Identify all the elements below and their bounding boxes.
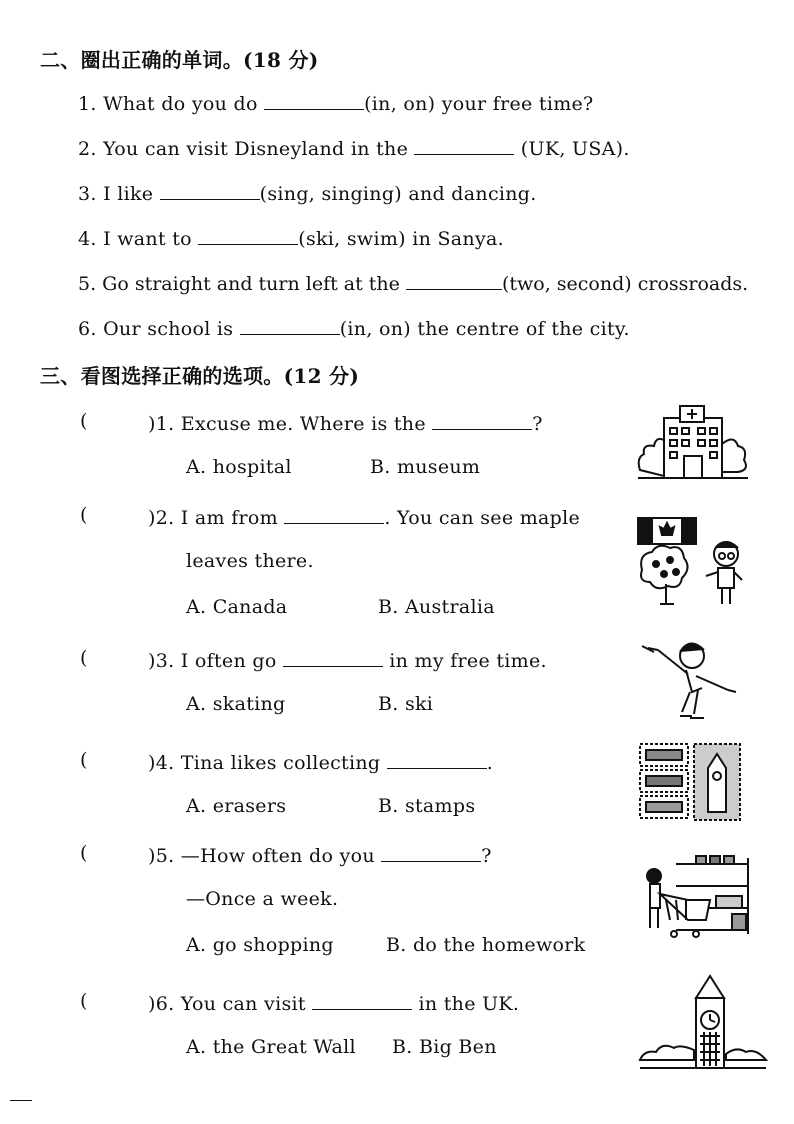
question-5	[148, 842, 492, 867]
option-b[interactable]: B. Australia	[378, 596, 495, 618]
fill-item-6	[78, 315, 630, 340]
question-text: . You can see maple	[384, 507, 581, 529]
option-a[interactable]: A. go shopping	[186, 934, 334, 956]
question-text: )6. You can visit	[148, 993, 313, 1015]
option-b[interactable]: B. museum	[370, 456, 481, 478]
option-a[interactable]: A. hospital	[186, 456, 292, 478]
question-text: in the UK.	[412, 993, 520, 1015]
canada-flag-maple-tree-icon	[636, 514, 756, 606]
question-5-continued: —Once a week.	[186, 888, 339, 910]
hospital-icon	[634, 404, 752, 482]
option-b[interactable]: B. do the homework	[386, 934, 586, 956]
big-ben-icon	[638, 974, 768, 1074]
fill-item-1	[78, 90, 594, 115]
answer-blank[interactable]	[406, 270, 502, 290]
answer-blank[interactable]	[198, 225, 298, 245]
item-text: 5. Go straight and turn left at the	[78, 273, 406, 295]
option-a[interactable]: A. skating	[186, 693, 286, 715]
answer-paren[interactable]: (	[80, 842, 88, 864]
item-text: 4. I want to	[78, 228, 199, 250]
answer-blank[interactable]	[312, 990, 412, 1010]
question-text: )1. Excuse me. Where is the	[148, 413, 433, 435]
option-b[interactable]: B. Big Ben	[392, 1036, 497, 1058]
answer-blank[interactable]	[283, 647, 383, 667]
item-text: 1. What do you do	[78, 93, 265, 115]
question-2-continued: leaves there.	[186, 550, 314, 572]
question-text: in my free time.	[382, 650, 547, 672]
stamps-icon	[638, 742, 744, 824]
answer-blank[interactable]	[414, 135, 514, 155]
question-text: .	[486, 752, 494, 774]
item-text: 6. Our school is	[78, 318, 240, 340]
supermarket-shopping-icon	[636, 854, 752, 940]
item-text: (ski, swim) in Sanya.	[298, 228, 504, 250]
item-text: (UK, USA).	[514, 138, 630, 160]
answer-blank[interactable]	[387, 749, 487, 769]
section-3-heading: 三、看图选择正确的选项。(12 分)	[40, 364, 360, 388]
option-b[interactable]: B. ski	[378, 693, 434, 715]
question-text: )4. Tina likes collecting	[148, 752, 387, 774]
option-a[interactable]: A. the Great Wall	[186, 1036, 356, 1058]
answer-paren[interactable]: (	[80, 410, 88, 432]
option-a[interactable]: A. erasers	[186, 795, 287, 817]
item-text: 2. You can visit Disneyland in the	[78, 138, 415, 160]
answer-paren[interactable]: (	[80, 749, 88, 771]
item-text: 3. I like	[78, 183, 160, 205]
question-6	[148, 990, 519, 1015]
fill-item-5	[78, 270, 748, 295]
page-margin-mark	[10, 1100, 32, 1101]
option-a[interactable]: A. Canada	[186, 596, 288, 618]
answer-blank[interactable]	[240, 315, 340, 335]
item-text: (in, on) your free time?	[364, 93, 594, 115]
question-text: ?	[481, 845, 492, 867]
question-text: )2. I am from	[148, 507, 285, 529]
question-1	[148, 410, 543, 435]
fill-item-2	[78, 135, 630, 160]
answer-blank[interactable]	[264, 90, 364, 110]
item-text: (two, second) crossroads.	[501, 273, 749, 295]
answer-paren[interactable]: (	[80, 647, 88, 669]
question-text: ?	[532, 413, 543, 435]
answer-blank[interactable]	[432, 410, 532, 430]
item-text: (sing, singing) and dancing.	[259, 183, 537, 205]
answer-paren[interactable]: (	[80, 990, 88, 1012]
answer-blank[interactable]	[160, 180, 260, 200]
answer-paren[interactable]: (	[80, 504, 88, 526]
question-2	[148, 504, 580, 529]
skating-girl-icon	[636, 636, 740, 724]
question-4	[148, 749, 493, 774]
option-b[interactable]: B. stamps	[378, 795, 476, 817]
fill-item-3	[78, 180, 537, 205]
item-text: (in, on) the centre of the city.	[339, 318, 630, 340]
question-text: )5. —How often do you	[148, 845, 382, 867]
fill-item-4	[78, 225, 504, 250]
section-2-heading: 二、圈出正确的单词。(18 分)	[40, 48, 319, 72]
answer-blank[interactable]	[284, 504, 384, 524]
question-3	[148, 647, 547, 672]
question-text: )3. I often go	[148, 650, 283, 672]
answer-blank[interactable]	[381, 842, 481, 862]
